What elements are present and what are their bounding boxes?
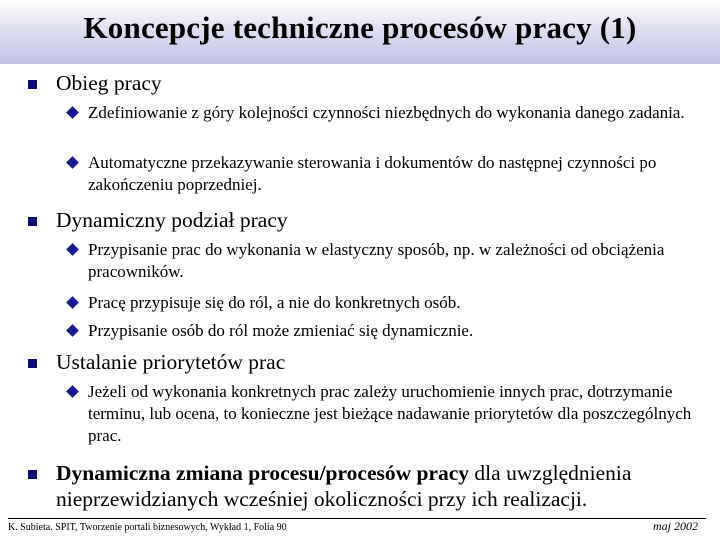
list-item xyxy=(88,381,698,447)
diamond-bullet-icon xyxy=(66,385,79,398)
diamond-bullet-icon xyxy=(66,156,79,169)
list-item-text: Pracę przypisuje się do ról, a nie do konkretnych osób. xyxy=(88,293,461,312)
footer-citation: K. Subieta. SPIT, Tworzenie portali biznesowych, Wykład 1, Folia 90 xyxy=(8,522,287,533)
list-item-text: Przypisanie prac do wykonania w elastyczny sposób, np. w zależności od obciążenia pracowników. xyxy=(88,240,665,281)
section-heading-dynamiczna-zmiana-procesu xyxy=(56,460,696,512)
list-item-text: Zdefiniowanie z góry kolejności czynności niezbędnych do wykonania danego zadania. xyxy=(88,103,685,122)
section-heading-text: Ustalanie priorytetów prac xyxy=(56,350,286,374)
section-heading-ustalanie-priorytetow xyxy=(56,349,696,375)
section-heading-text: Obieg pracy xyxy=(56,71,162,95)
section-heading-continuation: dla uwzględnienia nieprzewidzianych wcześniej okoliczności przy ich realizacji. xyxy=(56,461,632,511)
slide-title: Koncepcje techniczne procesów pracy (1) xyxy=(83,10,637,45)
list-item xyxy=(88,239,698,283)
list-item-text: Automatyczne przekazywanie sterowania i dokumentów do następnej czynności po zakończeniu poprzedniej. xyxy=(88,153,657,194)
list-item-text: Przypisanie osób do ról może zmieniać się dynamicznie. xyxy=(88,321,474,340)
footer-divider xyxy=(8,518,706,519)
diamond-bullet-icon xyxy=(66,324,79,337)
section-heading-dynamiczny-podzial-pracy xyxy=(56,207,696,233)
slide-content xyxy=(0,66,720,516)
square-bullet-icon xyxy=(28,80,37,89)
footer-date: maj 2002 xyxy=(653,519,698,533)
list-item xyxy=(88,292,698,314)
diamond-bullet-icon xyxy=(66,243,79,256)
list-item xyxy=(88,102,698,124)
section-heading-text: Dynamiczna zmiana procesu/procesów pracy xyxy=(56,461,470,485)
square-bullet-icon xyxy=(28,470,37,479)
diamond-bullet-icon xyxy=(66,106,79,119)
list-item xyxy=(88,320,698,342)
list-item xyxy=(88,152,698,196)
square-bullet-icon xyxy=(28,359,37,368)
section-heading-obieg-pracy xyxy=(56,70,696,96)
section-heading-text: Dynamiczny podział pracy xyxy=(56,208,288,232)
square-bullet-icon xyxy=(28,217,37,226)
list-item-text: Jeżeli od wykonania konkretnych prac zależy uruchomienie innych prac, dotrzymanie terminu, lub ocena, to konieczne jest bieżące nadawanie priorytetów dla poszczególnych prac. xyxy=(88,382,692,445)
diamond-bullet-icon xyxy=(66,296,79,309)
